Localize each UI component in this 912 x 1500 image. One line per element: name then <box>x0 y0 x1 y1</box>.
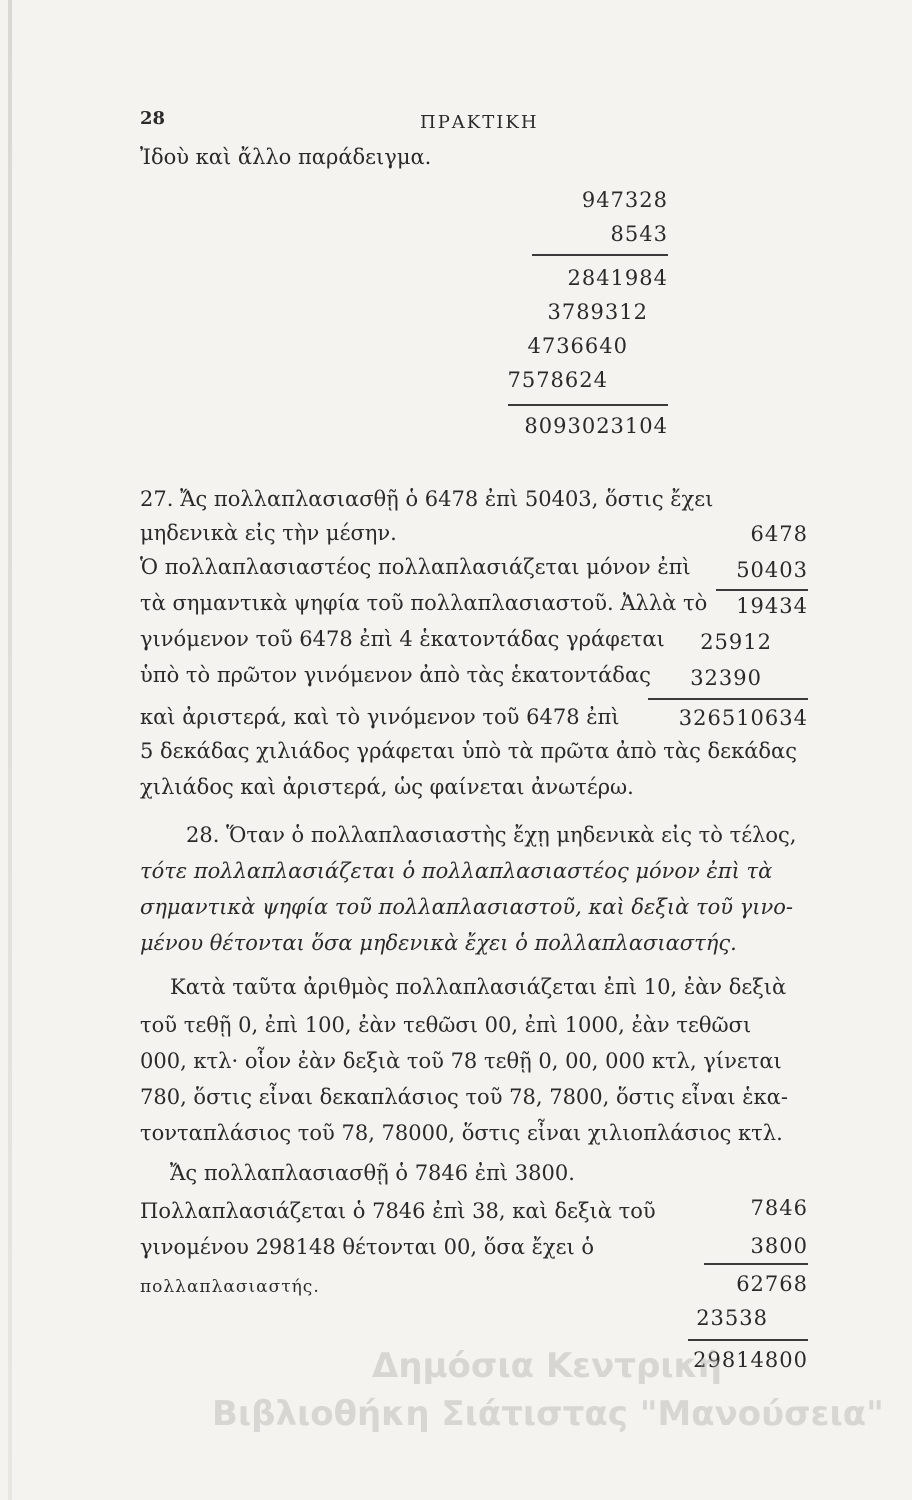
pl-line-2: Πολλαπλασιάζεται ὁ 7846 ἐπὶ 38, καὶ δεξιὰ τοῦ <box>140 1199 656 1223</box>
pk-line-1: Κατὰ ταῦτα ἀριθμὸς πολλαπλασιάζεται ἐπὶ 10, ἐὰν δεξιὰ <box>170 975 787 999</box>
p27-line-2: μηδενικὰ εἰς τὴν μέσην. <box>140 521 397 545</box>
p27-line-1: 27. Ἄς πολλαπλασιασθῇ ὁ 6478 ἐπὶ 50403, ὅστις ἔχει <box>140 487 714 511</box>
ex1-partial-3: 4736640 <box>527 334 628 358</box>
ex3-product: 29814800 <box>693 1348 808 1372</box>
ex1-partial-4: 7578624 <box>507 368 608 392</box>
ex2-multiplier: 50403 <box>736 558 808 582</box>
ex2-multiplicand: 6478 <box>750 522 808 546</box>
p28-line-2: τότε πολλαπλασιάζεται ὁ πολλαπλασιαστέος μόνον ἐπὶ τὰ <box>140 859 773 883</box>
pk-line-5: τονταπλάσιος τοῦ 78, 78000, ὅστις εἶναι χιλιοπλάσιος κτλ. <box>140 1121 783 1145</box>
ex2-partial-1: 19434 <box>736 594 808 618</box>
ex3-partial-1: 62768 <box>736 1272 808 1296</box>
watermark-line-2: Βιβλιοθήκη Σιάτιστας "Μανούσεια" <box>212 1394 884 1434</box>
running-head: ΠΡΑΚΤΙΚΗ <box>420 112 539 133</box>
ex1-product: 8093023104 <box>524 414 668 438</box>
p28-line-3: σημαντικὰ ψηφία τοῦ πολλαπλασιαστοῦ, καὶ δεξιὰ τοῦ γινο- <box>140 895 793 919</box>
ex2-rule-bottom <box>648 698 808 700</box>
pl-line-3: γινομένου 298148 θέτονται 00, ὅσα ἔχει ὁ <box>140 1235 595 1259</box>
ex1-multiplicand: 947328 <box>581 188 668 212</box>
ex1-partial-2: 3789312 <box>547 300 648 324</box>
pk-line-3: 000, κτλ· οἷον ἐὰν δεξιὰ τοῦ 78 τεθῇ 0, 00, 000 κτλ, γίνεται <box>140 1049 782 1073</box>
ex2-rule-top <box>716 589 808 591</box>
ex1-rule-bottom <box>508 404 668 406</box>
ex3-rule-bottom <box>688 1339 808 1341</box>
ex3-rule-top <box>704 1263 808 1265</box>
ex2-partial-3: 32390 <box>690 666 762 690</box>
ex2-partial-2: 25912 <box>700 630 772 654</box>
ex3-multiplicand: 7846 <box>750 1196 808 1220</box>
p27-line-7: καὶ ἀριστερά, καὶ τὸ γινόμενον τοῦ 6478 ἐπὶ <box>140 705 620 729</box>
page-number: 28 <box>140 108 166 129</box>
watermark-line-1: Δημόσια Κεντρική <box>372 1346 722 1386</box>
p27-line-6: ὑπὸ τὸ πρῶτον γινόμενον ἀπὸ τὰς ἑκατοντάδας <box>140 663 651 687</box>
ex2-product: 326510634 <box>678 706 808 730</box>
ex1-rule-top <box>532 254 668 256</box>
pk-line-2: τοῦ τεθῇ 0, ἐπὶ 100, ἐὰν τεθῶσι 00, ἐπὶ 1000, ἐὰν τεθῶσι <box>140 1013 752 1037</box>
p27-line-8: 5 δεκάδας χιλιάδος γράφεται ὑπὸ τὰ πρῶτα ἀπὸ τὰς δεκάδας <box>140 739 797 763</box>
p27-line-3: Ὁ πολλαπλασιαστέος πολλαπλασιάζεται μόνον ἐπὶ <box>140 555 691 579</box>
ex3-multiplier: 3800 <box>750 1234 808 1258</box>
ex1-partial-1: 2841984 <box>567 266 668 290</box>
p27-line-9: χιλιάδος καὶ ἀριστερά, ὡς φαίνεται ἀνωτέρω. <box>140 775 634 799</box>
pl-line-4: πολλαπλασιαστής. <box>140 1277 320 1297</box>
p28-line-1: 28. Ὅταν ὁ πολλαπλασιαστὴς ἔχῃ μηδενικὰ εἰς τὸ τέλος, <box>186 823 797 847</box>
ex3-partial-2: 23538 <box>696 1306 768 1330</box>
ex1-multiplier: 8543 <box>610 222 668 246</box>
p27-line-5: γινόμενον τοῦ 6478 ἐπὶ 4 ἑκατοντάδας γράφεται <box>140 627 665 651</box>
intro-line: Ἰδοὺ καὶ ἄλλο παράδειγμα. <box>140 145 432 169</box>
pk-line-4: 780, ὅστις εἶναι δεκαπλάσιος τοῦ 78, 7800, ὅστις εἶναι ἑκα- <box>140 1085 788 1109</box>
p27-line-4: τὰ σημαντικὰ ψηφία τοῦ πολλαπλασιαστοῦ. Ἀλλὰ τὸ <box>140 591 708 615</box>
p28-line-4: μένου θέτονται ὅσα μηδενικὰ ἔχει ὁ πολλαπλασιαστής. <box>140 931 737 955</box>
pl-line-1: Ἄς πολλαπλασιασθῇ ὁ 7846 ἐπὶ 3800. <box>170 1161 575 1185</box>
